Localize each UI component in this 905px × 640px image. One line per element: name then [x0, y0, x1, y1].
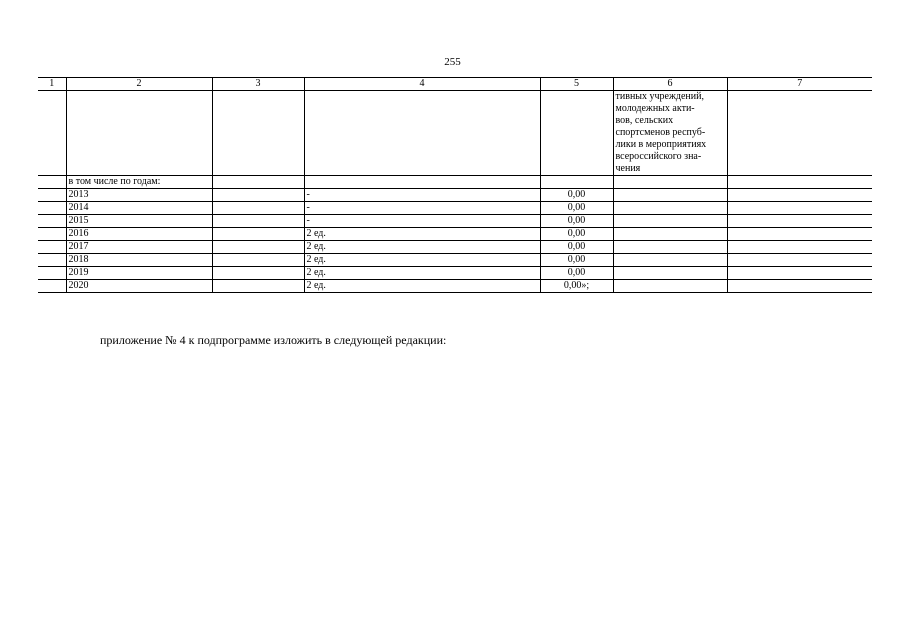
table-cell [727, 189, 872, 202]
table-cell [613, 280, 727, 293]
table-cell [38, 228, 66, 241]
table-cell [212, 176, 304, 189]
amount-cell: 0,00 [540, 202, 613, 215]
table-row [38, 241, 872, 254]
quantity-cell: 2 ед. [304, 280, 540, 293]
column-header-2: 2 [66, 78, 212, 91]
table-cell [304, 91, 540, 176]
page-number: 255 [444, 56, 461, 68]
header-row [38, 78, 872, 91]
quantity-cell: 2 ед. [304, 267, 540, 280]
description-line: молодежных акти- [615, 103, 695, 114]
table-cell [38, 91, 66, 176]
table-cell [540, 176, 613, 189]
table-cell [727, 267, 872, 280]
subtotal-label: в том числе по годам: [66, 176, 212, 189]
column-header-4: 4 [304, 78, 540, 91]
table-row [38, 189, 872, 202]
column-header-3: 3 [212, 78, 304, 91]
table-cell [727, 254, 872, 267]
table-cell [212, 228, 304, 241]
table-row [38, 280, 872, 293]
table-row [38, 254, 872, 267]
table-row [38, 215, 872, 228]
data-table [38, 77, 872, 293]
amount-cell: 0,00 [540, 215, 613, 228]
table-cell [212, 254, 304, 267]
quantity-cell: - [304, 189, 540, 202]
table-row [38, 228, 872, 241]
column-header-1: 1 [38, 78, 66, 91]
amount-cell: 0,00 [540, 254, 613, 267]
table-cell [38, 189, 66, 202]
table-cell [38, 202, 66, 215]
amount-cell: 0,00 [540, 241, 613, 254]
table-row [38, 267, 872, 280]
description-line: чения [615, 163, 641, 174]
table-cell [38, 215, 66, 228]
description-line: лики в мероприятиях [615, 139, 707, 150]
year-cell: 2016 [66, 228, 212, 241]
column-header-5: 5 [540, 78, 613, 91]
table-cell [727, 215, 872, 228]
table-cell [38, 280, 66, 293]
table-cell [727, 228, 872, 241]
column-header-6: 6 [613, 78, 727, 91]
table-cell [727, 241, 872, 254]
year-cell: 2013 [66, 189, 212, 202]
table-cell [613, 176, 727, 189]
table-cell [613, 267, 727, 280]
amount-cell: 0,00 [540, 267, 613, 280]
description-line: тивных учреждений, [615, 91, 704, 102]
table-cell [540, 91, 613, 176]
table-cell [727, 202, 872, 215]
year-cell: 2019 [66, 267, 212, 280]
table-cell [613, 215, 727, 228]
description-line: спортсменов респуб- [615, 127, 706, 138]
quantity-cell: - [304, 215, 540, 228]
table-cell [613, 189, 727, 202]
table-cell [212, 215, 304, 228]
table-cell [66, 91, 212, 176]
amendment-note: приложение № 4 к подпрограмме изложить в следующей редакции: [100, 333, 447, 347]
year-cell: 2017 [66, 241, 212, 254]
quantity-cell: - [304, 202, 540, 215]
table-cell [38, 241, 66, 254]
description-line: вов, сельских [615, 115, 674, 126]
description-line: всероссийского зна- [615, 151, 702, 162]
table-cell [212, 241, 304, 254]
table-cell [38, 176, 66, 189]
table-cell [304, 176, 540, 189]
description-cell [613, 91, 727, 176]
table-cell [727, 280, 872, 293]
column-header-7: 7 [727, 78, 872, 91]
table-cell [212, 91, 304, 176]
year-cell: 2018 [66, 254, 212, 267]
table-cell [38, 254, 66, 267]
table-cell [727, 176, 872, 189]
year-cell: 2015 [66, 215, 212, 228]
table-cell [212, 280, 304, 293]
year-cell: 2014 [66, 202, 212, 215]
quantity-cell: 2 ед. [304, 228, 540, 241]
table-cell [212, 202, 304, 215]
table-cell [212, 189, 304, 202]
table-cell [613, 202, 727, 215]
amount-cell: 0,00 [540, 228, 613, 241]
table-cell [613, 228, 727, 241]
amount-cell: 0,00 [540, 189, 613, 202]
table-cell [38, 267, 66, 280]
table-cell [613, 254, 727, 267]
table-row [38, 202, 872, 215]
subtotal-row [38, 176, 872, 189]
amount-cell: 0,00»; [540, 280, 613, 293]
table-cell [212, 267, 304, 280]
description-row [38, 91, 872, 176]
table-cell [727, 91, 872, 176]
table-cell [613, 241, 727, 254]
quantity-cell: 2 ед. [304, 241, 540, 254]
quantity-cell: 2 ед. [304, 254, 540, 267]
year-cell: 2020 [66, 280, 212, 293]
